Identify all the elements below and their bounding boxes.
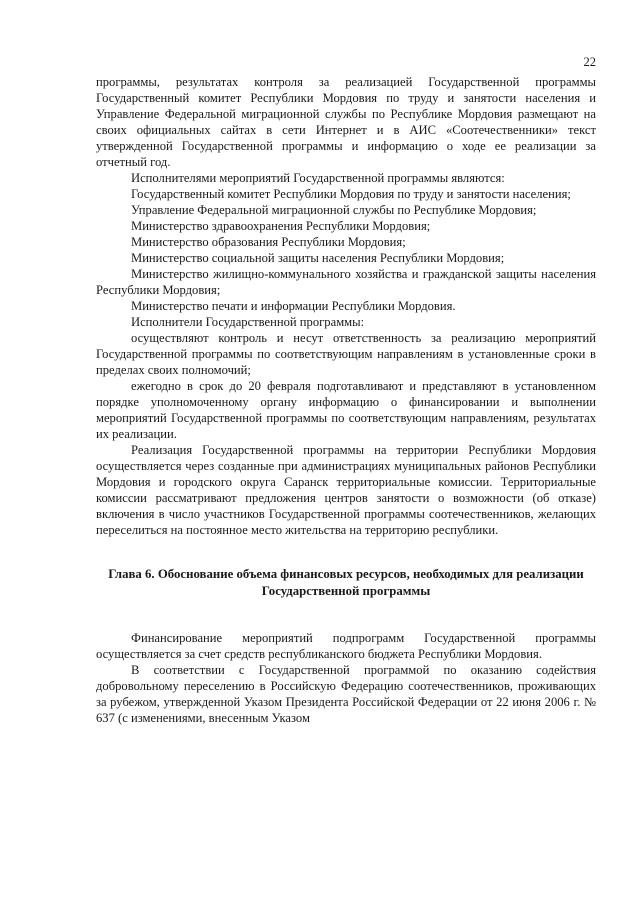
paragraph: Министерство печати и информации Республики Мордовия. <box>131 299 456 313</box>
paragraph: ежегодно в срок до 20 февраля подготавливают и представляют в установленном порядке уполномоченному органу информацию о финансировании и выполнении мероприятий Государственной программы по соответствующим направлениям, результатах их реализации. <box>96 379 596 441</box>
paragraph: Государственный комитет Республики Мордовия по труду и занятости населения; <box>131 187 571 201</box>
paragraph: Министерство жилищно-коммунального хозяйства и гражданской защиты населения Республики Мордовия; <box>96 267 596 297</box>
paragraph: Министерство образования Республики Мордовия; <box>131 235 406 249</box>
chapter-heading: Глава 6. Обоснование объема финансовых ресурсов, необходимых для реализации Государственной программы <box>108 567 584 598</box>
paragraph: программы, результатах контроля за реализацией Государственной программы Государственный комитет Республики Мордовия по труду и занятости населения и Управление Федеральной миграционной службы по Республике Мордовия размещают на своих официальных сайтах в сети Интернет и в АИС «Соотечественники» текст утвержденной Государственной программы и информацию о ходе ее реализации за отчетный год. <box>96 75 596 169</box>
paragraph: Исполнителями мероприятий Государственной программы являются: <box>131 171 505 185</box>
page-body <box>96 74 596 726</box>
paragraph: Реализация Государственной программы на территории Республики Мордовия осуществляется через созданные при администрациях муниципальных районов Республики Мордовия и городского округа Саранск территориальные комиссии. Территориальные комиссии рассматривают предложения центров занятости о возможности (об отказе) включения в число участников Государственной программы соотечественников, желающих переселиться на постоянное место жительства на территорию республики. <box>96 443 596 537</box>
body-section-top <box>96 74 596 538</box>
paragraph: Финансирование мероприятий подпрограмм Государственной программы осуществляется за счет средств республиканского бюджета Республики Мордовия. <box>96 631 596 661</box>
paragraph: Исполнители Государственной программы: <box>131 315 365 329</box>
body-section-bottom <box>96 630 596 726</box>
paragraph: Управление Федеральной миграционной службы по Республике Мордовия; <box>131 203 537 217</box>
paragraph: Министерство социальной защиты населения Республики Мордовия; <box>131 251 505 265</box>
paragraph: осуществляют контроль и несут ответственность за реализацию мероприятий Государственной программы по соответствующим направлениям в установленные сроки в пределах своих полномочий; <box>96 331 596 377</box>
paragraph: В соответствии с Государственной программой по оказанию содействия добровольному переселению в Российскую Федерацию соотечественников, проживающих за рубежом, утвержденной Указом Президента Российской Федерации от 22 июня 2006 г. № 637 (с изменениями, внесенным Указом <box>96 663 596 725</box>
page-number: 22 <box>583 55 596 69</box>
paragraph: Министерство здравоохранения Республики Мордовия; <box>131 219 431 233</box>
